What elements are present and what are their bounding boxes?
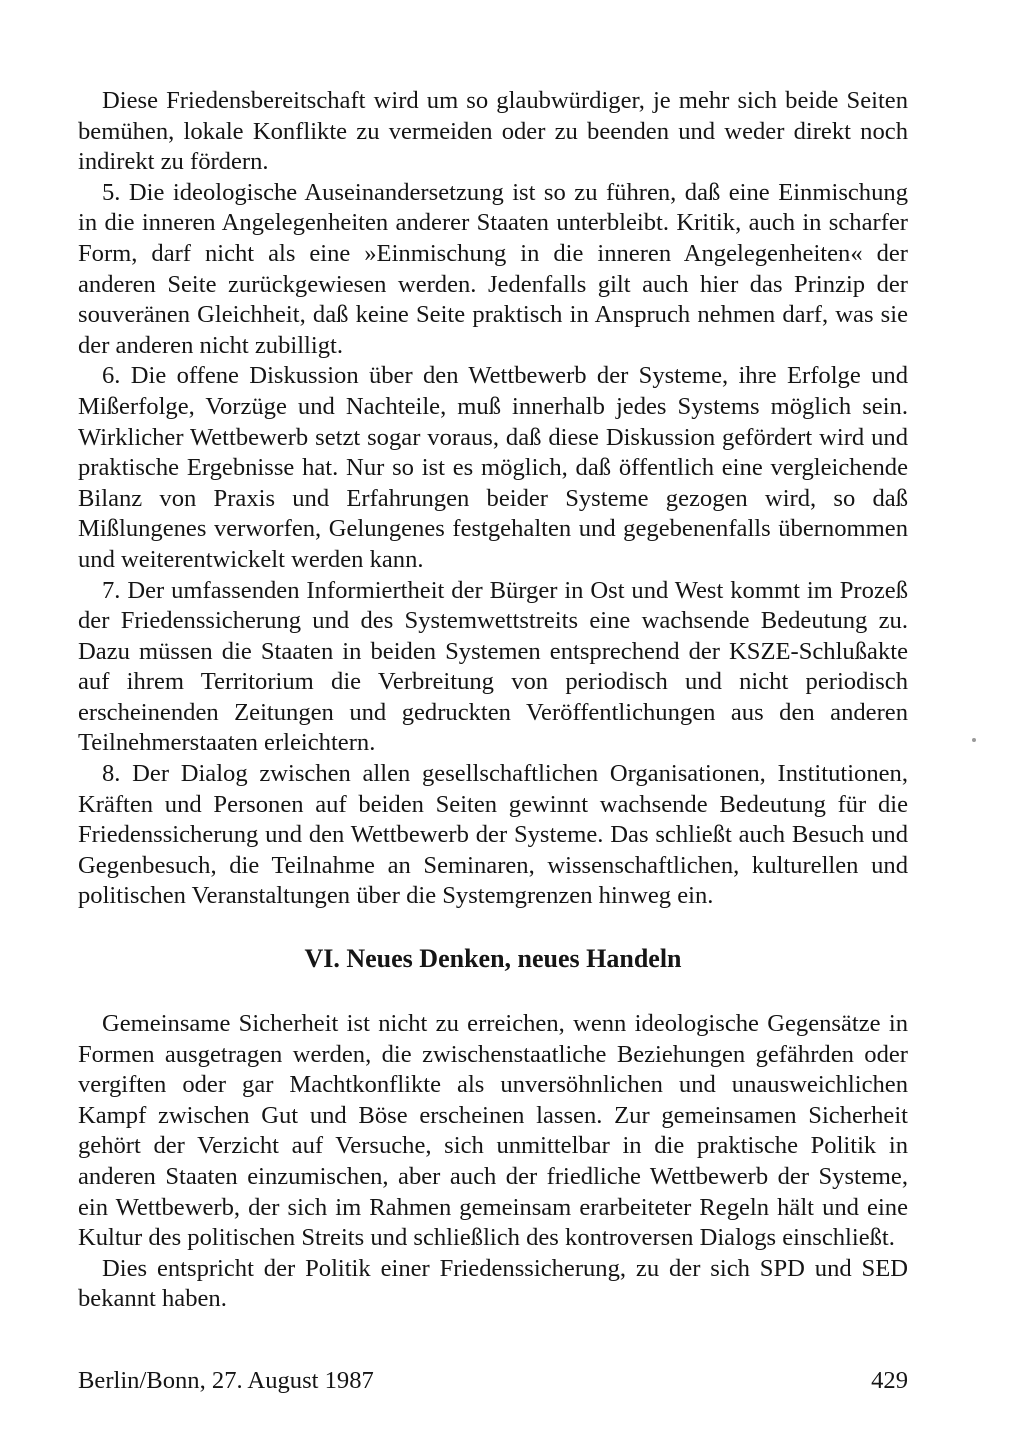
section-heading: VI. Neues Denken, neues Handeln [304, 944, 682, 974]
footer-place-date: Berlin/Bonn, 27. August 1987 [78, 1367, 374, 1394]
scan-speck [972, 738, 976, 742]
page-number: 429 [871, 1367, 908, 1394]
paragraph-point-5: 5. Die ideologische Auseinandersetzung ist so zu führen, daß eine Einmischung in die inneren Angelegenheiten anderer Staaten unterbleibt. Kritik, auch in scharfer Form, darf nicht als eine »Einmischung in die inneren Angelegenheiten« der anderen Seite zurückgewiesen werden. Jedenfalls gilt auch hier das Prinzip der souveränen Gleichheit, daß keine Seite praktisch in Anspruch nehmen darf, was sie der anderen nicht zubilligt. [78, 178, 908, 359]
paragraph-peace-readiness: Diese Friedensbereitschaft wird um so glaubwürdiger, je mehr sich beide Seiten bemühen, lokale Konflikte zu vermeiden oder zu beenden und weder direkt noch indirekt zu fördern. [78, 87, 908, 176]
paragraph-closing: Dies entspricht der Politik einer Friedenssicherung, zu der sich SPD und SED bekannt haben. [78, 1254, 908, 1313]
paragraph-point-7: 7. Der umfassenden Informiertheit der Bürger in Ost und West kommt im Prozeß der Friedenssicherung und des Systemwettstreits eine wachsende Bedeutung zu. Dazu müssen die Staaten in beiden Systemen entsprechend der KSZE-Schlußakte auf ihrem Territorium die Verbreitung von periodisch und nicht periodisch erscheinenden Zeitungen und gedruckten Veröffentlichungen aus den anderen Teilnehmerstaaten erleichtern. [78, 576, 908, 757]
page-footer [78, 1366, 908, 1396]
paragraph-point-8: 8. Der Dialog zwischen allen gesellschaftlichen Organisationen, Institutionen, Kräften und Personen auf beiden Seiten gewinnt wachsende Bedeutung für die Friedenssicherung und den Wettbewerb der Systeme. Das schließt auch Besuch und Gegenbesuch, die Teilnahme an Seminaren, wissenschaftlichen, kulturellen und politischen Veranstaltungen über die Systemgrenzen hinweg ein. [78, 760, 908, 910]
document-page [78, 86, 908, 1315]
paragraph-point-6: 6. Die offene Diskussion über den Wettbewerb der Systeme, ihre Erfolge und Mißerfolge, Vorzüge und Nachteile, muß innerhalb jedes Systems möglich sein. Wirklicher Wettbewerb setzt sogar voraus, daß diese Diskussion gefördert wird und praktische Ergebnisse hat. Nur so ist es möglich, daß öffentlich eine vergleichende Bilanz von Praxis und Erfahrungen beider Systeme gezogen wird, so daß Mißlungenes verworfen, Gelungenes festgehalten und gegebenenfalls übernommen und weiterentwickelt werden kann. [78, 362, 908, 573]
paragraph-common-security: Gemeinsame Sicherheit ist nicht zu erreichen, wenn ideologische Gegensätze in Formen ausgetragen werden, die zwischenstaatliche Beziehungen gefährden oder vergiften oder gar Machtkonflikte als unversöhnlichen und unausweichlichen Kampf zwischen Gut und Böse erscheinen lassen. Zur gemeinsamen Sicherheit gehört der Verzicht auf Versuche, sich unmittelbar in die praktische Politik in anderen Staaten einzumischen, aber auch der friedliche Wettbewerb der Systeme, ein Wettbewerb, der sich im Rahmen gemeinsam erarbeiteter Regeln hält und eine Kultur des politischen Streits und schließlich des kontroversen Dialogs einschließt. [78, 1010, 908, 1252]
